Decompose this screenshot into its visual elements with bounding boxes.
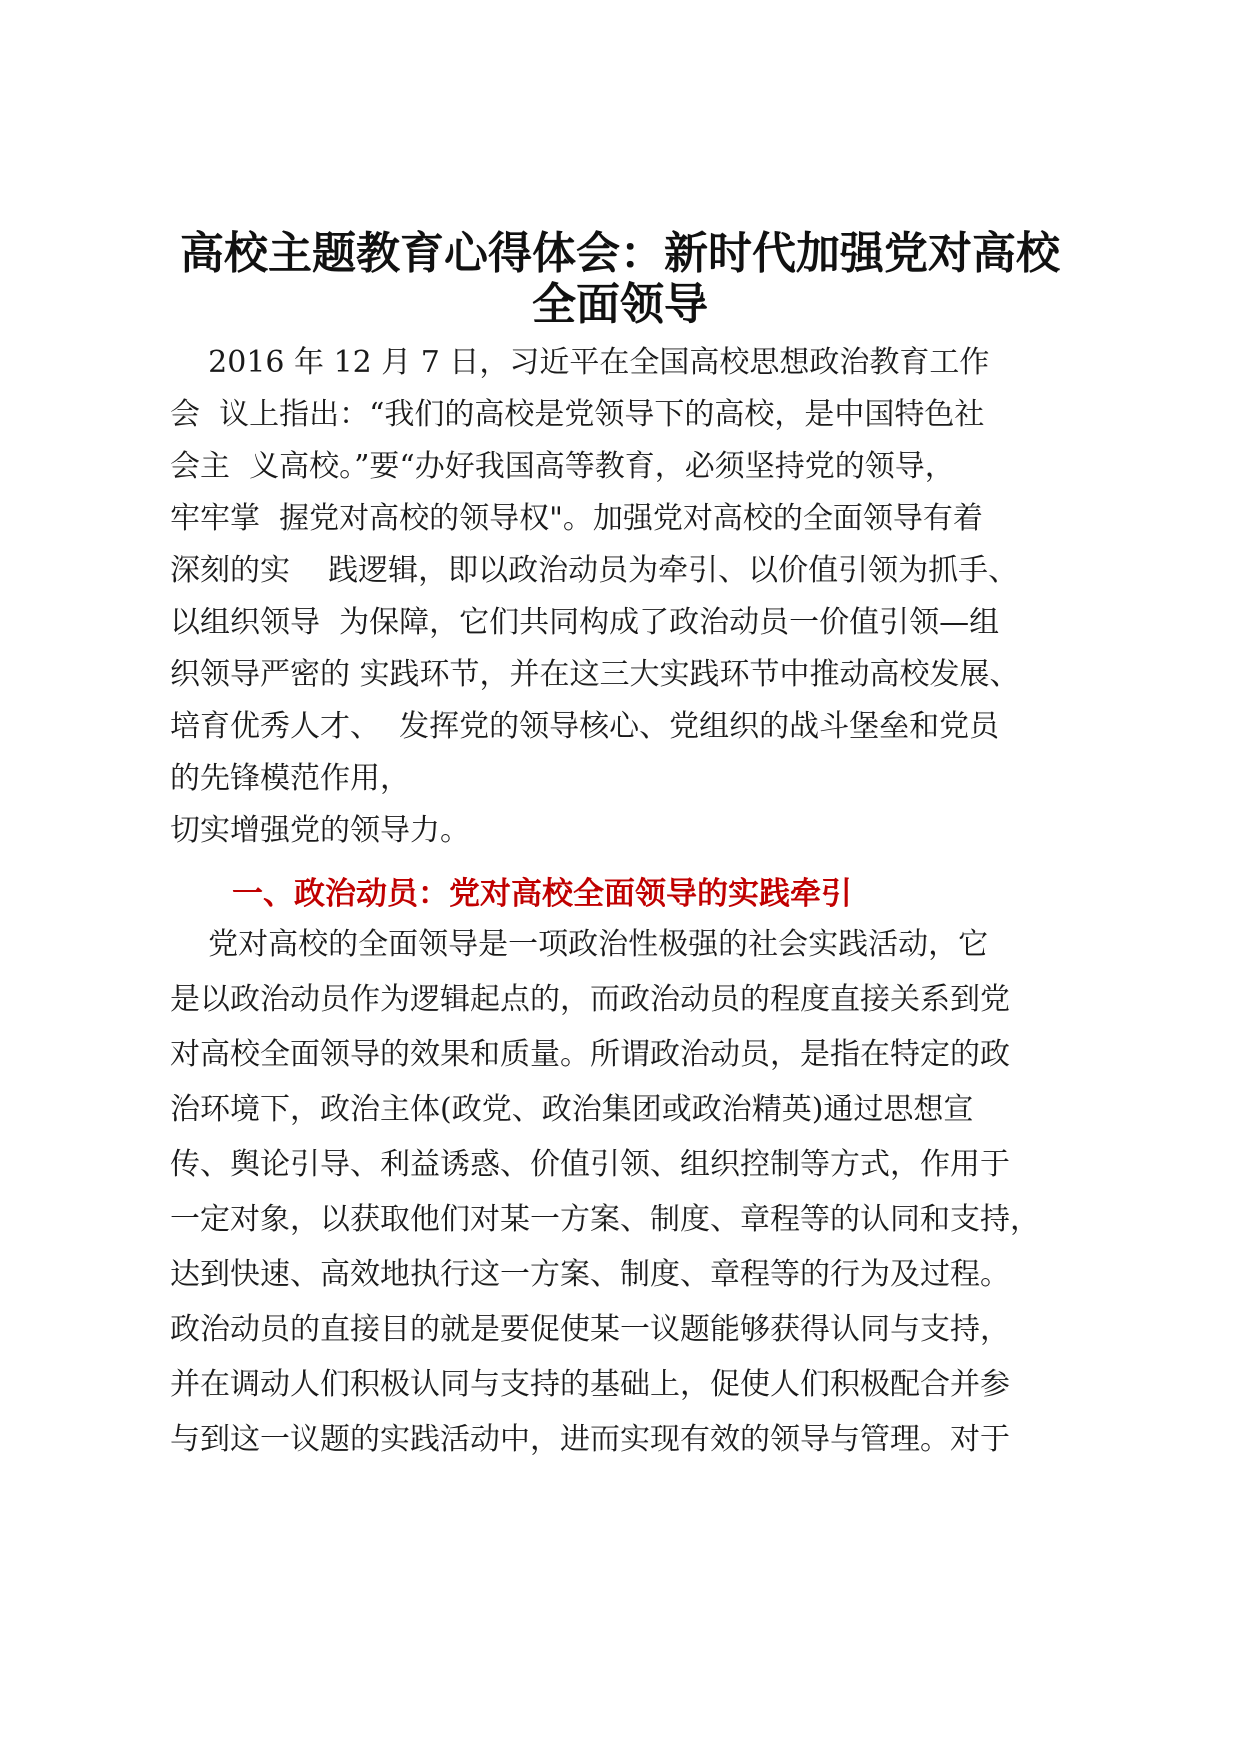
- paragraph-2-line: 治环境下，政治主体(政党、政治集团或政治精英)通过思想宣: [170, 1092, 974, 1127]
- paragraph-1-line: 的先锋模范作用，: [170, 761, 410, 796]
- paragraph-2-line: 政治动员的直接目的就是要促使某一议题能够获得认同与支持，: [170, 1312, 1010, 1347]
- paragraph-2-line: 传、舆论引导、利益诱惑、价值引领、组织控制等方式，作用于: [170, 1147, 1010, 1182]
- paragraph-1-line: 培育优秀人才、 发挥党的领导核心、党组织的战斗堡垒和党员: [170, 709, 1000, 744]
- paragraph-2-line: 对高校全面领导的效果和质量。所谓政治动员，是指在特定的政: [170, 1037, 1010, 1072]
- paragraph-2-line: 并在调动人们积极认同与支持的基础上，促使人们积极配合并参: [170, 1367, 1010, 1402]
- paragraph-1-line: 以组织领导 为保障，它们共同构成了政治动员一价值引领—组: [170, 605, 1000, 640]
- paragraph-1-line: 深刻的实 践逻辑，即以政治动员为牵引、以价值引领为抓手、: [170, 553, 1019, 588]
- paragraph-1-line: 切实增强党的领导力。: [170, 813, 470, 848]
- document-title-line-1: 高校主题教育心得体会：新时代加强党对高校: [180, 228, 1060, 279]
- section-1-heading: 一、政治动员：党对高校全面领导的实践牵引: [232, 876, 852, 912]
- paragraph-1-line: 会 议上指出：“我们的高校是党领导下的高校，是中国特色社: [170, 397, 985, 432]
- paragraph-2-line: 是以政治动员作为逻辑起点的，而政治动员的程度直接关系到党: [170, 982, 1010, 1017]
- paragraph-2-line: 达到快速、高效地执行这一方案、制度、章程等的行为及过程。: [170, 1257, 1010, 1292]
- document-title-line-2: 全面领导: [532, 279, 708, 330]
- paragraph-1-line: 织领导严密的 实践环节，并在这三大实践环节中推动高校发展、: [170, 657, 1020, 692]
- paragraph-2-line: 一定对象，以获取他们对某一方案、制度、章程等的认同和支持，: [170, 1202, 1040, 1237]
- paragraph-1-line: 2016 年 12 月 7 日，习近平在全国高校思想政治教育工作: [170, 345, 990, 380]
- paragraph-2-line: 党对高校的全面领导是一项政治性极强的社会实践活动，它: [170, 927, 989, 962]
- paragraph-2-line: 与到这一议题的实践活动中，进而实现有效的领导与管理。对于: [170, 1422, 1010, 1457]
- paragraph-1-line: 会主 义高校。”要“办好我国高等教育，必须坚持党的领导，: [170, 449, 955, 484]
- paragraph-1-line: 牢牢掌 握党对高校的领导权"。加强党对高校的全面领导有着: [170, 501, 983, 536]
